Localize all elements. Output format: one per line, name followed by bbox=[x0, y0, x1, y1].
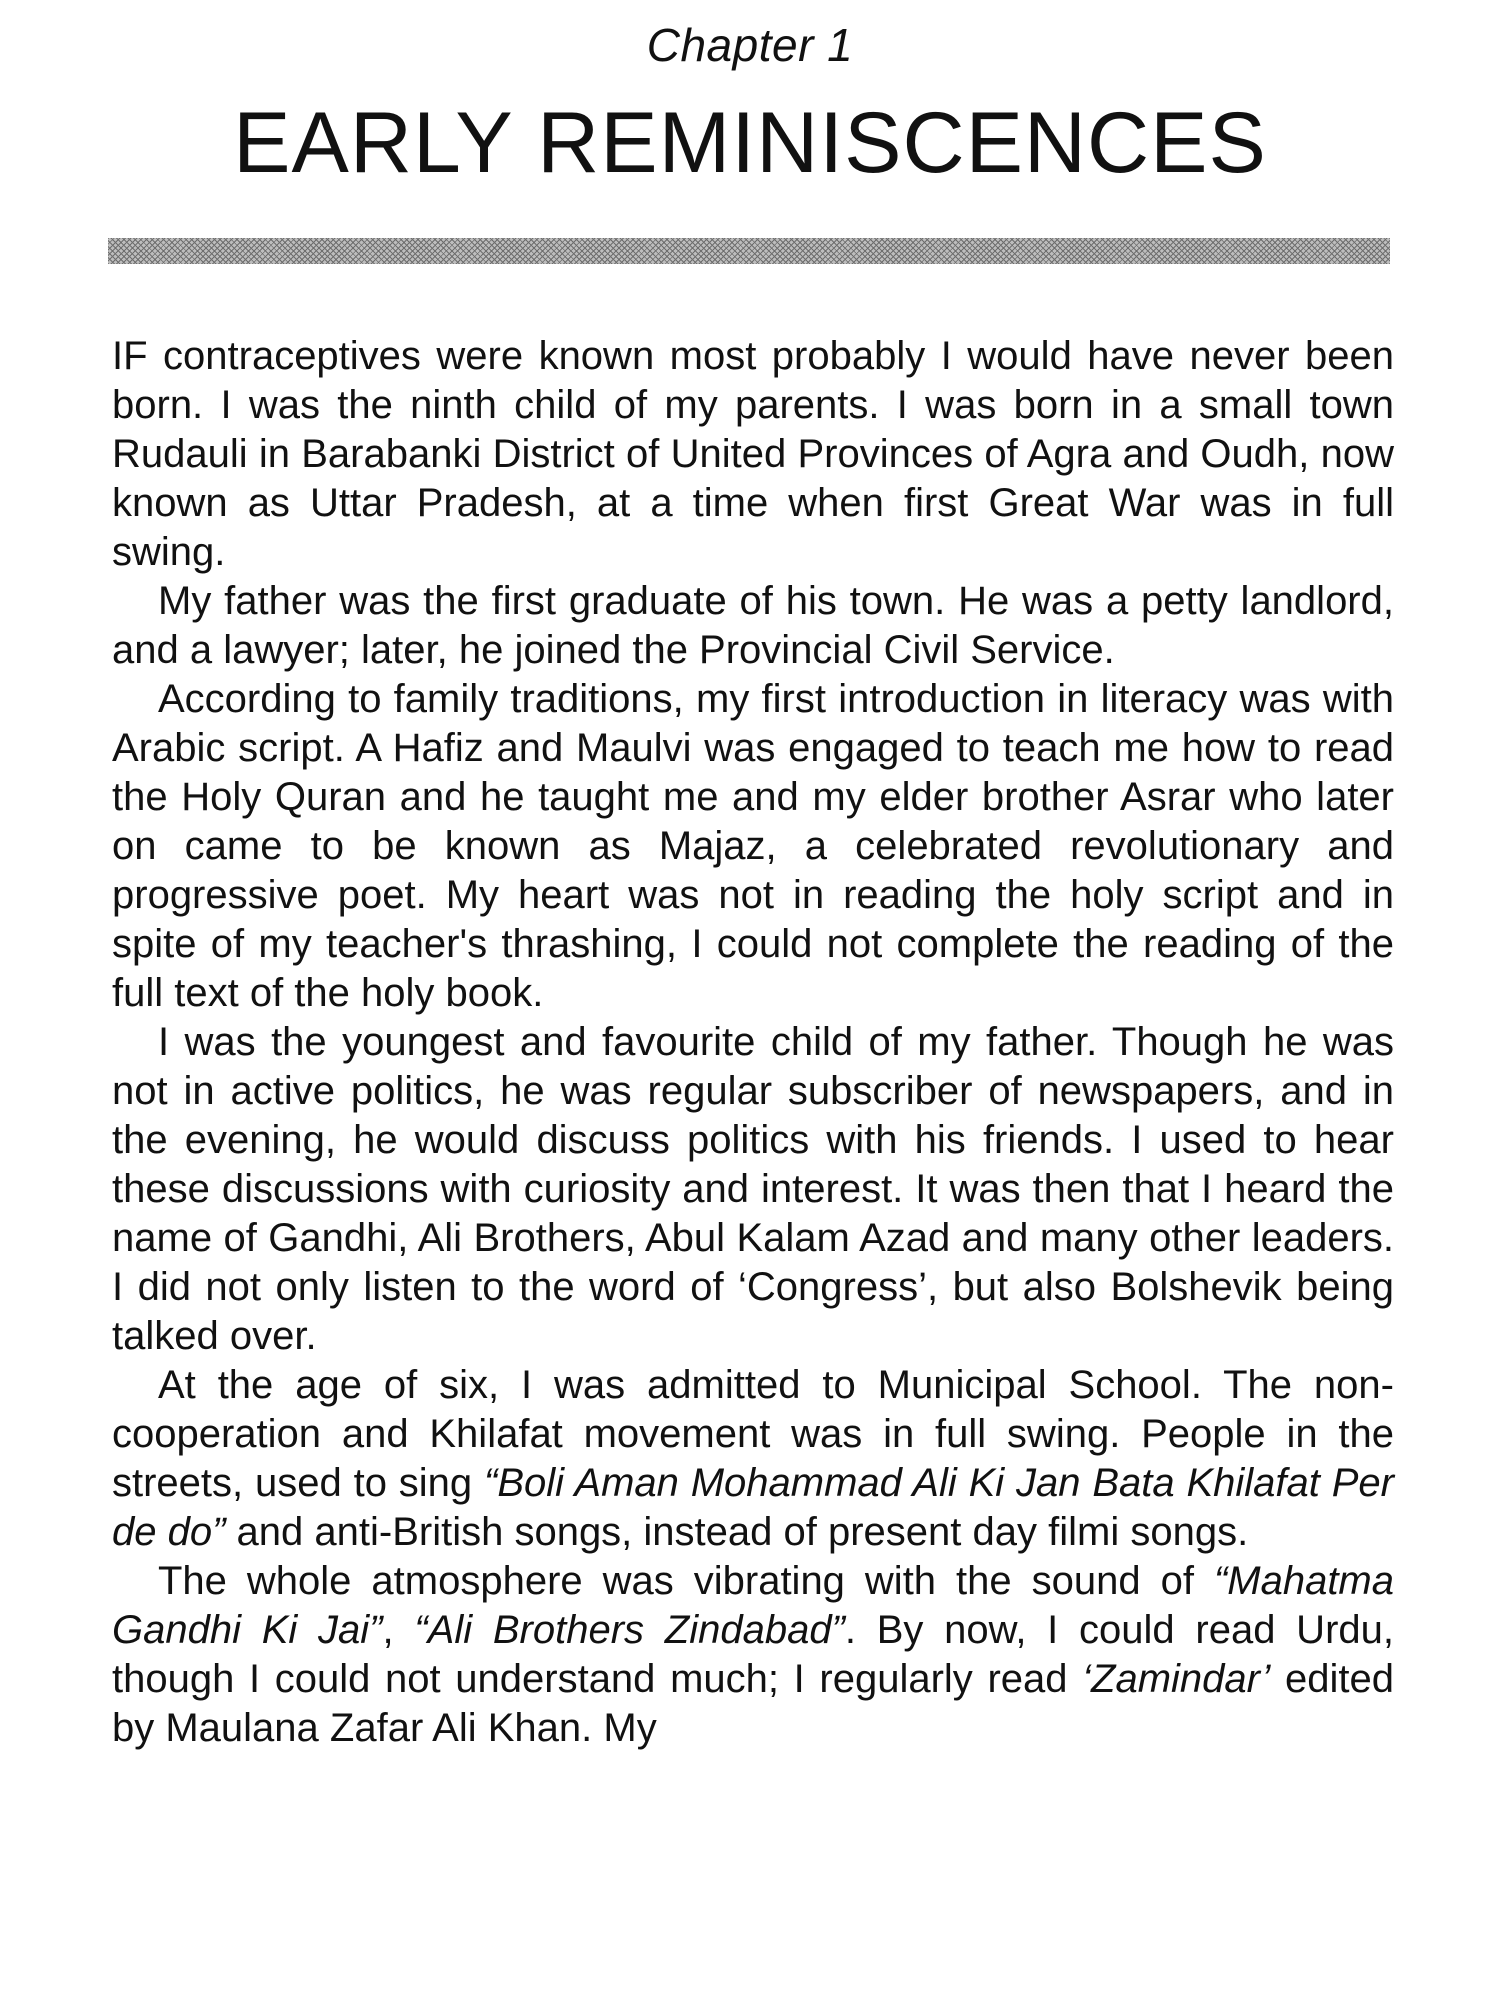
slogan-quote: “Mahatma Gandhi Ki Jai” bbox=[112, 1559, 1394, 1652]
decorative-rule bbox=[108, 238, 1390, 264]
newspaper-title: ‘Zamindar’ bbox=[1082, 1657, 1271, 1701]
paragraph-4 bbox=[112, 1018, 1394, 1361]
paragraph-text: and anti-British songs, instead of present day filmi songs. bbox=[225, 1510, 1249, 1554]
paragraph-text: My father was the first graduate of his town. He was a petty landlord, and a lawyer; later, he joined the Provincial Civil Service. bbox=[112, 579, 1394, 672]
paragraph-text: According to family traditions, my first introduction in literacy was with Arabic script. A Hafiz and Maulvi was engaged to teach me how to read the Holy Quran and he taught me and my elder brother Asrar who later on came to be known as Majaz, a celebrated revolutionary and progressive poet. My heart was not in reading the holy script and in spite of my teacher's thrashing, I could not complete the reading of the full text of the holy book. bbox=[112, 677, 1394, 1015]
paragraph-text: At the age of six, I was admitted to Municipal School. The non-cooperation and Khilafat movement was in full swing. People in the streets, used to sing bbox=[112, 1363, 1394, 1505]
paragraph-5 bbox=[112, 1361, 1394, 1557]
paragraph-3 bbox=[112, 675, 1394, 1018]
chapter-label: Chapter 1 bbox=[646, 19, 854, 71]
paragraph-6 bbox=[112, 1557, 1394, 1753]
paragraph-text: I was the youngest and favourite child of my father. Though he was not in active politics, he was regular subscriber of newspapers, and in the evening, he would discuss politics with his friends. I used to hear these discussions with curiosity and interest. It was then that I heard the name of Gandhi, Ali Brothers, Abul Kalam Azad and many other leaders. I did not only listen to the word of ‘Congress’, but also Bolshevik being talked over. bbox=[112, 1020, 1394, 1358]
chapter-body bbox=[112, 332, 1394, 1753]
paragraph-text: edited by Maulana Zafar Ali Khan. My bbox=[112, 1657, 1394, 1750]
paragraph-text: , bbox=[382, 1608, 415, 1652]
song-quote: “Boli Aman Mohammad Ali Ki Jan Bata Khilafat Per de do” bbox=[112, 1461, 1394, 1554]
paragraph-text: . By now, I could read Urdu, though I could not understand much; I regularly read bbox=[112, 1608, 1394, 1701]
paragraph-text: The whole atmosphere was vibrating with the sound of bbox=[158, 1559, 1214, 1603]
chapter-title: EARLY REMINISCENCES bbox=[233, 95, 1267, 191]
paragraph-text: IF contraceptives were known most probably I would have never been born. I was the ninth child of my parents. I was born in a small town Rudauli in Barabanki District of United Provinces of Agra and Oudh, now known as Uttar Pradesh, at a time when first Great War was in full swing. bbox=[112, 334, 1394, 574]
paragraph-1 bbox=[112, 332, 1394, 577]
paragraph-2 bbox=[112, 577, 1394, 675]
slogan-quote: “Ali Brothers Zindabad” bbox=[414, 1608, 845, 1652]
